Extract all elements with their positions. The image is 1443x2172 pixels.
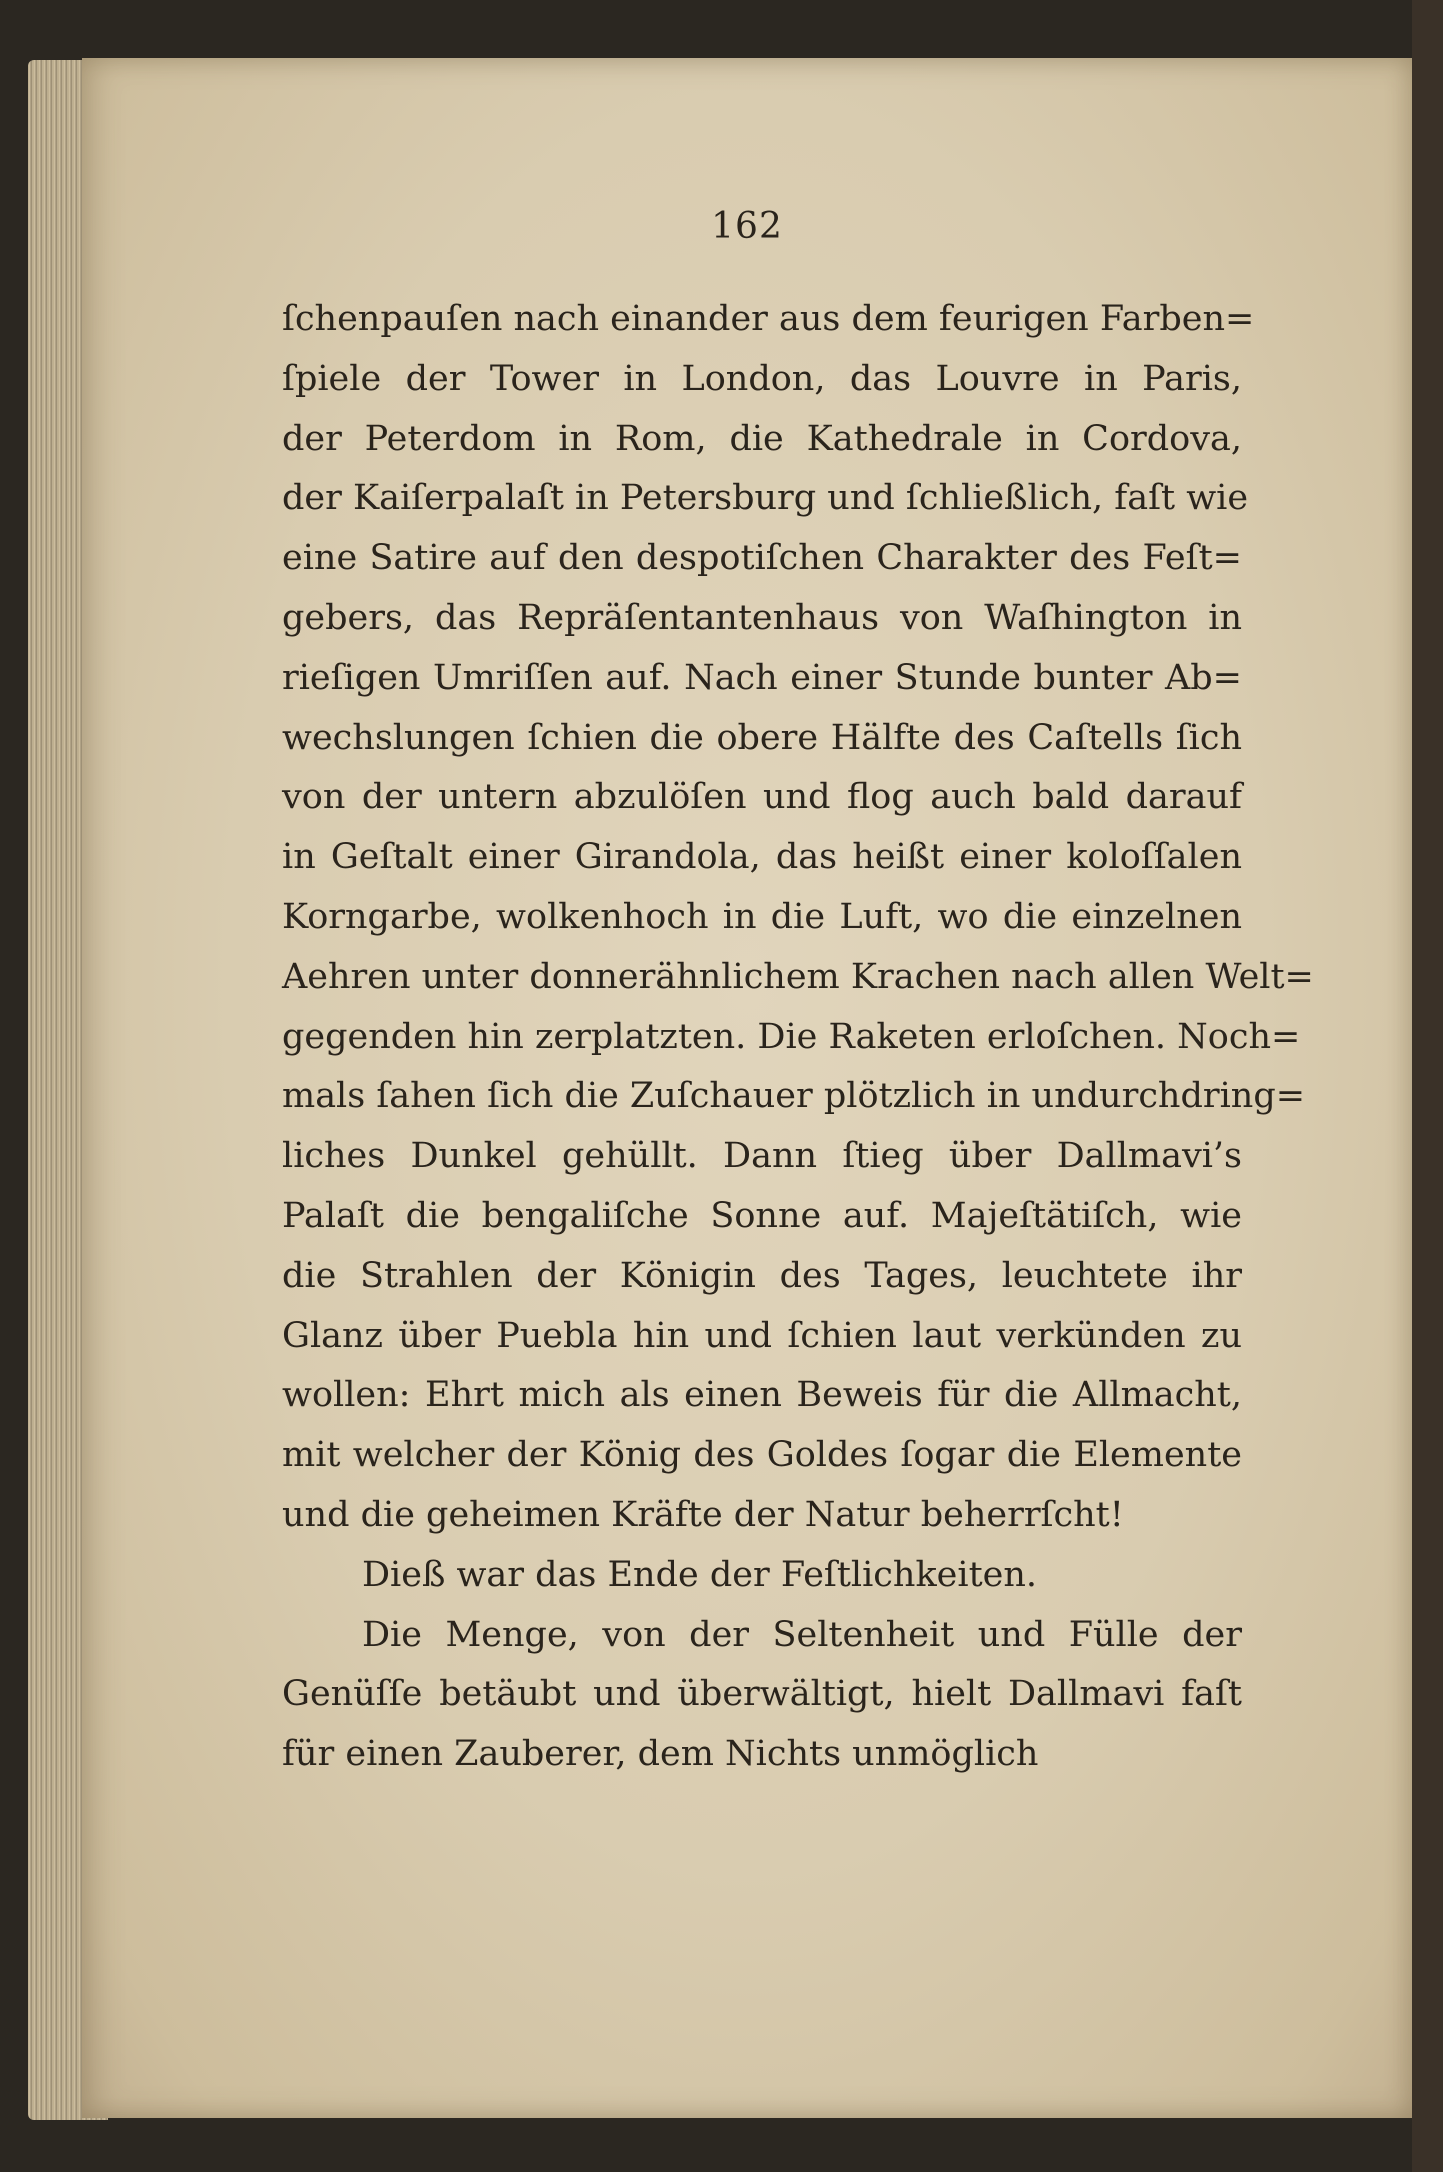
text-line: mit welcher der König des Goldes ſogar die Elemente [282,1435,1242,1476]
text-line: der Peterdom in Rom, die Kathedrale in Cordova, [282,418,1242,459]
text-line: für einen Zauberer, dem Nichts unmöglich [282,1734,1039,1775]
text-line: gegenden hin zerplatzten. Die Raketen erloſchen. Noch= [282,1016,1301,1057]
text-line: Aehren unter donnerähnlichem Krachen nach allen Welt= [282,956,1314,997]
body-text [282,290,1314,1785]
text-line: liches Dunkel gehüllt. Dann ſtieg über Dallmavi’s [282,1136,1242,1177]
text-line: Glanz über Puebla hin und ſchien laut verkünden zu [282,1315,1242,1356]
text-line: wollen: Ehrt mich als einen Beweis für die Allmacht, [282,1375,1242,1416]
text-line: ſpiele der Tower in London, das Louvre in Paris, [282,358,1242,399]
text-line: gebers, das Repräſentantenhaus von Waſhington in [282,597,1242,638]
text-line: Korngarbe, wolkenhoch in die Luft, wo die einzelnen [282,896,1242,937]
text-line: in Geſtalt einer Girandola, das heißt einer koloſſalen [282,837,1242,878]
paragraph-line: Dieß war das Ende der Feſtlichkeiten. [362,1554,1038,1595]
paragraph-end-line: und die geheimen Kräfte der Natur beherrſcht! [282,1494,1124,1535]
paragraph-first-line: Die Menge, von der Seltenheit und Fülle der [362,1614,1242,1655]
text-line: von der untern abzulöſen und flog auch bald darauf [282,777,1242,818]
text-line: die Strahlen der Königin des Tages, leuchtete ihr [282,1255,1242,1296]
text-line: mals ſahen ſich die Zuſchauer plötzlich in undurchdring= [282,1076,1306,1117]
scan-background-right [1412,0,1443,2172]
text-line: Palaſt die bengaliſche Sonne auf. Majeſtätiſch, wie [282,1195,1242,1236]
text-line: Genüſſe betäubt und überwältigt, hielt Dallmavi faſt [282,1674,1242,1715]
page-number: 162 [711,206,783,247]
text-line: wechslungen ſchien die obere Hälfte des Caſtells ſich [282,717,1242,758]
text-line: rieſigen Umriſſen auf. Nach einer Stunde bunter Ab= [282,657,1242,698]
text-line: ſchenpauſen nach einander aus dem feurigen Farben= [282,299,1255,339]
text-line: der Kaiſerpalaſt in Petersburg und ſchließlich, faſt wie [282,478,1249,519]
scan-background-top [0,0,1443,58]
text-line: eine Satire auf den despotiſchen Charakter des Feſt= [282,538,1242,579]
